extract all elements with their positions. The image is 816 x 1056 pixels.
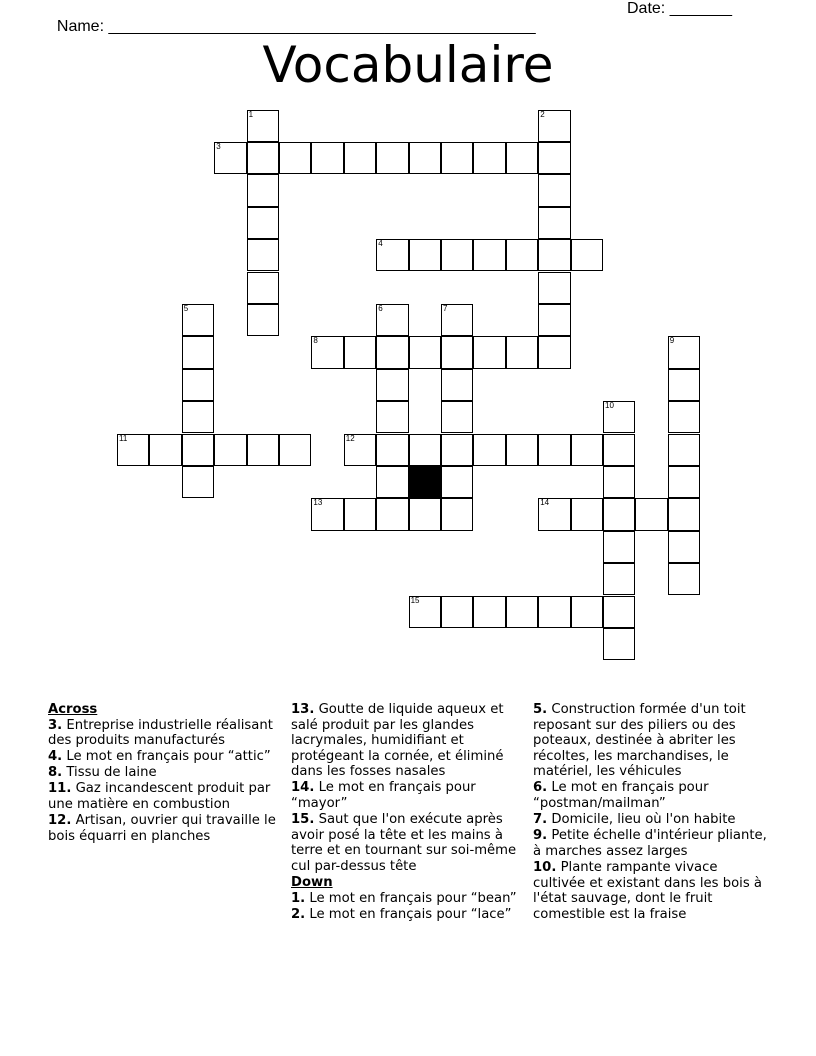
clue-number: 2 xyxy=(540,109,545,119)
grid-cell[interactable] xyxy=(441,466,473,498)
grid-cell[interactable] xyxy=(279,434,311,466)
clue-number: 6 xyxy=(378,303,383,313)
grid-cell[interactable] xyxy=(538,239,570,271)
grid-cell[interactable] xyxy=(247,207,279,239)
grid-cell[interactable] xyxy=(344,336,376,368)
clue-column-2 xyxy=(291,702,526,923)
grid-cell[interactable] xyxy=(538,110,570,142)
grid-cell[interactable] xyxy=(247,304,279,336)
clue-number: 11 xyxy=(119,433,128,443)
clue-number: 10 xyxy=(605,401,614,411)
across-heading: Across xyxy=(48,702,98,717)
grid-cell[interactable] xyxy=(376,369,408,401)
grid-cell[interactable] xyxy=(473,434,505,466)
clue-across-13: 13. Goutte de liquide aqueux et salé produit par les glandes lacrymales, humidifiant et protégeant la cornée, et éliminé dans les fosses nasales xyxy=(291,702,504,780)
clue-down-5: 5. Construction formée d'un toit reposant sur des piliers ou des poteaux, destinée à abriter les récoltes, les marchandises, le matériel, les véhicules xyxy=(533,702,746,780)
clue-across-11: 11. Gaz incandescent produit par une matière en combustion xyxy=(48,781,271,813)
grid-cell[interactable] xyxy=(441,304,473,336)
clue-down-1: 1. Le mot en français pour “bean” xyxy=(291,890,517,906)
grid-cell[interactable] xyxy=(409,142,441,174)
clue-number: 7 xyxy=(443,303,448,313)
grid-cell[interactable] xyxy=(441,369,473,401)
grid-cell[interactable] xyxy=(441,401,473,433)
grid-cell[interactable] xyxy=(668,531,700,563)
grid-cell[interactable] xyxy=(409,239,441,271)
clue-across-12: 12. Artisan, ouvrier qui travaille le bois équarri en planches xyxy=(48,813,276,844)
clue-down-7: 7. Domicile, lieu où l'on habite xyxy=(533,812,736,828)
grid-cell[interactable] xyxy=(441,498,473,530)
puzzle-title: Vocabulaire xyxy=(262,36,554,94)
grid-cell[interactable] xyxy=(603,434,635,466)
clue-across-14: 14. Le mot en français pour “mayor” xyxy=(291,780,476,812)
clue-across-3: 3. Entreprise industrielle réalisant des produits manufacturés xyxy=(48,717,273,749)
clue-column-3 xyxy=(533,702,771,923)
grid-cell[interactable] xyxy=(635,498,667,530)
grid-cell[interactable] xyxy=(538,142,570,174)
grid-cell[interactable] xyxy=(538,434,570,466)
grid-cell[interactable] xyxy=(376,401,408,433)
clue-number: 15 xyxy=(410,595,420,605)
grid-cell[interactable] xyxy=(311,498,343,530)
grid-cell[interactable] xyxy=(409,498,441,530)
clue-down-6: 6. Le mot en français pour “postman/mailman” xyxy=(533,780,709,812)
grid-cell[interactable] xyxy=(538,304,570,336)
grid-cell[interactable] xyxy=(182,401,214,433)
grid-cell[interactable] xyxy=(538,336,570,368)
grid-cell[interactable] xyxy=(441,336,473,368)
grid-cell[interactable] xyxy=(571,498,603,530)
black-cell xyxy=(409,466,441,498)
grid-cell[interactable] xyxy=(473,336,505,368)
date-field[interactable]: Date: _______ xyxy=(627,0,732,17)
grid-cell[interactable] xyxy=(571,434,603,466)
grid-cell[interactable] xyxy=(668,401,700,433)
grid-cell[interactable] xyxy=(668,336,700,368)
grid-cell[interactable] xyxy=(668,434,700,466)
grid-cell[interactable] xyxy=(603,563,635,595)
grid-cell[interactable] xyxy=(603,401,635,433)
grid-cell[interactable] xyxy=(441,142,473,174)
grid-cell[interactable] xyxy=(506,336,538,368)
clue-number: 4 xyxy=(378,239,383,249)
grid-cell[interactable] xyxy=(182,304,214,336)
grid-cell[interactable] xyxy=(247,239,279,271)
grid-cell[interactable] xyxy=(441,239,473,271)
clue-across-8: 8. Tissu de laine xyxy=(48,765,157,781)
grid-cell[interactable] xyxy=(538,272,570,304)
grid-cell[interactable] xyxy=(376,239,408,271)
grid-cell[interactable] xyxy=(473,239,505,271)
grid-cell[interactable] xyxy=(214,142,246,174)
grid-cell[interactable] xyxy=(247,110,279,142)
clue-number: 9 xyxy=(669,336,675,346)
grid-cell[interactable] xyxy=(117,434,149,466)
clue-number: 14 xyxy=(540,498,550,508)
clue-number: 1 xyxy=(248,109,254,119)
grid-cell[interactable] xyxy=(376,336,408,368)
grid-cell[interactable] xyxy=(247,142,279,174)
grid-cell[interactable] xyxy=(344,498,376,530)
grid-cell[interactable] xyxy=(149,434,181,466)
grid-cell[interactable] xyxy=(538,207,570,239)
grid-cell[interactable] xyxy=(247,434,279,466)
clue-across-4: 4. Le mot en français pour “attic” xyxy=(48,749,271,765)
grid-cell[interactable] xyxy=(538,498,570,530)
grid-cell[interactable] xyxy=(668,563,700,595)
grid-cell[interactable] xyxy=(376,434,408,466)
grid-cell[interactable] xyxy=(344,142,376,174)
grid-cell[interactable] xyxy=(473,142,505,174)
grid-cell[interactable] xyxy=(441,434,473,466)
clue-down-10: 10. Plante rampante vivace cultivée et existant dans les bois à l'état sauvage, dont le fruit comestible est la fraise xyxy=(533,859,762,922)
grid-cell[interactable] xyxy=(344,434,376,466)
grid-cell[interactable] xyxy=(603,466,635,498)
grid-cell[interactable] xyxy=(376,466,408,498)
grid-cell[interactable] xyxy=(603,596,635,628)
grid-cell[interactable] xyxy=(603,531,635,563)
clue-down-2: 2. Le mot en français pour “lace” xyxy=(291,906,512,922)
grid-cell[interactable] xyxy=(603,628,635,660)
grid-cell[interactable] xyxy=(409,434,441,466)
name-field[interactable]: Name: ________________________________________________ xyxy=(56,18,536,35)
grid-cell[interactable] xyxy=(247,174,279,206)
grid-cell[interactable] xyxy=(538,596,570,628)
grid-cell[interactable] xyxy=(214,434,246,466)
grid-cell[interactable] xyxy=(668,498,700,530)
clue-down-9: 9. Petite échelle d'intérieur pliante, à marches assez larges xyxy=(533,828,767,859)
down-heading: Down xyxy=(291,875,333,891)
grid-cell[interactable] xyxy=(376,142,408,174)
grid-cell[interactable] xyxy=(506,239,538,271)
grid-cell[interactable] xyxy=(441,596,473,628)
grid-cell[interactable] xyxy=(506,142,538,174)
grid-cell[interactable] xyxy=(668,466,700,498)
grid-cell[interactable] xyxy=(506,596,538,628)
grid-cell[interactable] xyxy=(506,434,538,466)
grid-cell[interactable] xyxy=(538,174,570,206)
grid-cell[interactable] xyxy=(182,466,214,498)
grid-cell[interactable] xyxy=(409,596,441,628)
grid-cell[interactable] xyxy=(376,498,408,530)
grid-cell[interactable] xyxy=(376,304,408,336)
grid-cell[interactable] xyxy=(311,336,343,368)
grid-cell[interactable] xyxy=(603,498,635,530)
clue-number: 5 xyxy=(183,303,189,313)
clue-number: 8 xyxy=(313,336,318,346)
clue-number: 13 xyxy=(313,498,323,508)
grid-cell[interactable] xyxy=(668,369,700,401)
grid-cell[interactable] xyxy=(182,336,214,368)
grid-cell[interactable] xyxy=(571,239,603,271)
clue-column-1 xyxy=(48,702,278,845)
grid-cell[interactable] xyxy=(182,434,214,466)
clue-number: 3 xyxy=(216,141,221,151)
clue-number: 12 xyxy=(345,433,355,443)
grid-cell[interactable] xyxy=(571,596,603,628)
grid-cell[interactable] xyxy=(279,142,311,174)
clue-across-15: 15. Saut que l'on exécute après avoir posé la tête et les mains à terre et en tournant sur soi-même cul par-dessus tête xyxy=(291,812,517,874)
grid-cell[interactable] xyxy=(311,142,343,174)
grid-cell[interactable] xyxy=(247,272,279,304)
grid-cell[interactable] xyxy=(409,336,441,368)
grid-cell[interactable] xyxy=(473,596,505,628)
grid-cell[interactable] xyxy=(182,369,214,401)
